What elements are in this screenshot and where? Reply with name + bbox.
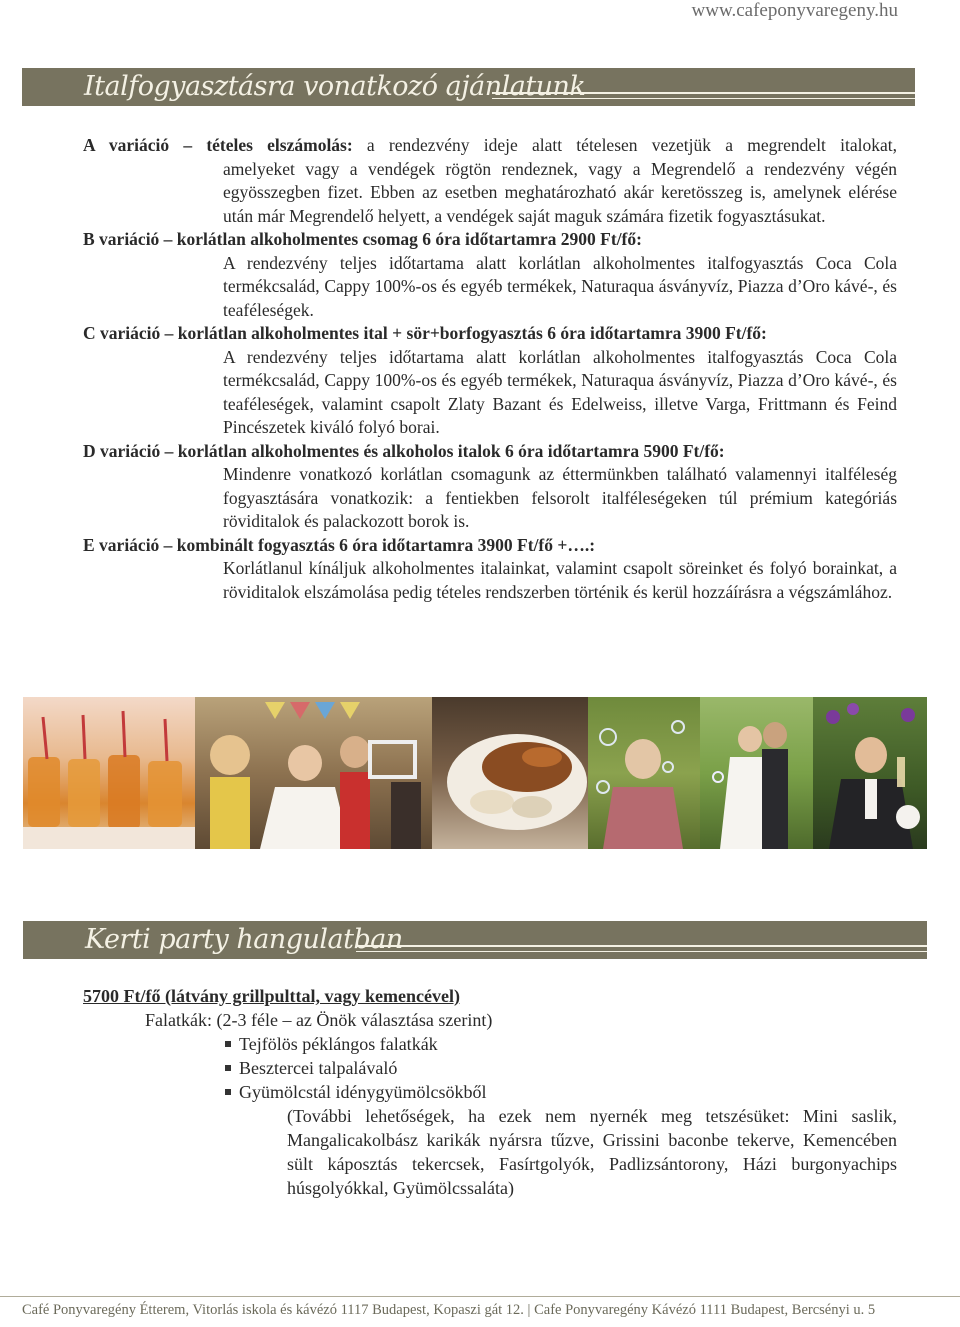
photo-strip [23,697,927,849]
bubbles-illustration [588,697,700,849]
list-item: Gyümölcstál idénygyümölcsökből [225,1080,897,1104]
banner-rule [492,98,915,99]
variation-d-body: Mindenre vonatkozó korlátlan csomagunk az éttermünkben található valamennyi italféleség fogyasztására vonatkozik: a fentiekben felsorolt italféleségeken túl prémium kategóriás röviditalok és palackozott borok is. [223,464,897,531]
wedding-party-illustration [195,697,432,849]
variation-a [83,134,897,228]
variation-a-head: A variáció – tételes elszámolás: [83,135,353,155]
photo-couple-kiss [700,697,813,849]
variation-b-head: B variáció – korlátlan alkoholmentes csomag 6 óra időtartamra 2900 Ft/fő: [83,229,642,249]
photo-bubbles [588,697,700,849]
section-banner-drinks [22,68,915,106]
drink-jars-illustration [23,697,195,849]
variation-a-body: amelyeket vagy a vendégek rögtön rendeznek, vagy a Megrendelő a rendezvény végén egyösszegben fizet. Ebben az esetben meghatározható akár keretösszeg is, amelynek elérése után már Megrendelő helyett, a vendégek saját maguk számára fizetik fogyasztásukat. [223,158,897,226]
extra-options: (További lehetőségek, ha ezek nem nyernék meg tetszésüket: Mini saslik, Mangalicakolbász karikák nyársra tűzve, Grissini baconbe tekerve, Kemencében sült káposztás tekercsek, Fasírtgolyók, Padlizsántorony, Házi burgonyachips húsgolyókkal, Gyümölcssaláta) [287,1106,897,1198]
photo-groom-toast [813,697,927,849]
photo-wedding-party [195,697,432,849]
footer-address: Café Ponyvaregény Étterem, Vitorlás iskola és kávézó 1117 Budapest, Kopaszi gát 12. | Cafe Ponyvaregény Kávézó 1111 Budapest, Bercsényi u. 5 [22,1302,876,1318]
groom-toast-illustration [813,697,927,849]
variation-e [83,534,897,605]
section-title: Italfogyasztásra vonatkozó ajánlatunk [84,71,586,102]
section-banner-garden [23,921,927,959]
photo-food-plate [432,697,588,849]
variation-e-head: E variáció – kombinált fogyasztás 6 óra időtartamra 3900 Ft/fő +….: [83,534,596,555]
banner-rule [356,951,927,952]
garden-party-offer [83,984,897,1200]
section-title: Kerti party hangulatban [85,924,403,955]
variation-c-head: C variáció – korlátlan alkoholmentes ital + sör+borfogyasztás 6 óra időtartamra 3900 Ft/fő: [83,323,767,343]
food-plate-illustration [432,697,588,849]
banner-rule [492,92,915,94]
site-url: www.cafeponyvaregeny.hu [691,0,898,21]
garden-price: 5700 Ft/fő (látvány grillpulttal, vagy kemencével) [83,986,460,1006]
variation-e-body: Korlátlanul kínáljuk alkoholmentes italainkat, valamint csapolt söreinket és folyó borainkat, a röviditalok elszámolása pedig tételes rendszerben történik és kerül hozzáírásra a végszámlához. [223,558,897,602]
variation-a-line1: a rendezvény ideje alatt tételesen vezetjük a megrendelt italokat, [366,135,897,155]
variation-c-body: A rendezvény teljes időtartama alatt korlátlan alkoholmentes italfogyasztás Coca Cola termékcsalád, Cappy 100%-os és egyéb termékek, Naturaqua ásványvíz, Piazza d’Oro kávé-, és teaféleségek, valamint csapolt Zlaty Bazant és Edelweiss, illetve Varga, Frittmann és Feind Pincészetek kiváló folyó borai. [223,346,897,437]
variation-c [83,322,897,440]
list-item: Besztercei talpalávaló [225,1056,897,1080]
photo-drink-jars [23,697,195,849]
variation-d [83,440,897,534]
appetizers-label: Falatkák: (2-3 féle – az Önök választása szerint) [145,1010,493,1030]
appetizer-list [83,1032,897,1104]
variation-d-head: D variáció – korlátlan alkoholmentes és alkoholos italok 6 óra időtartamra 5900 Ft/fő: [83,440,725,461]
list-item: Tejfölös péklángos falatkák [225,1032,897,1056]
variation-b-body: A rendezvény teljes időtartama alatt korlátlan alkoholmentes italfogyasztás Coca Cola termékcsalád, Cappy 100%-os és egyéb termékek, Naturaqua ásványvíz, Piazza d’Oro kávé-, és teaféleségek. [223,252,897,320]
footer-divider [0,1296,960,1297]
couple-kiss-illustration [700,697,813,849]
drink-variations [83,134,897,604]
variation-b [83,228,897,322]
banner-rule [356,945,927,947]
